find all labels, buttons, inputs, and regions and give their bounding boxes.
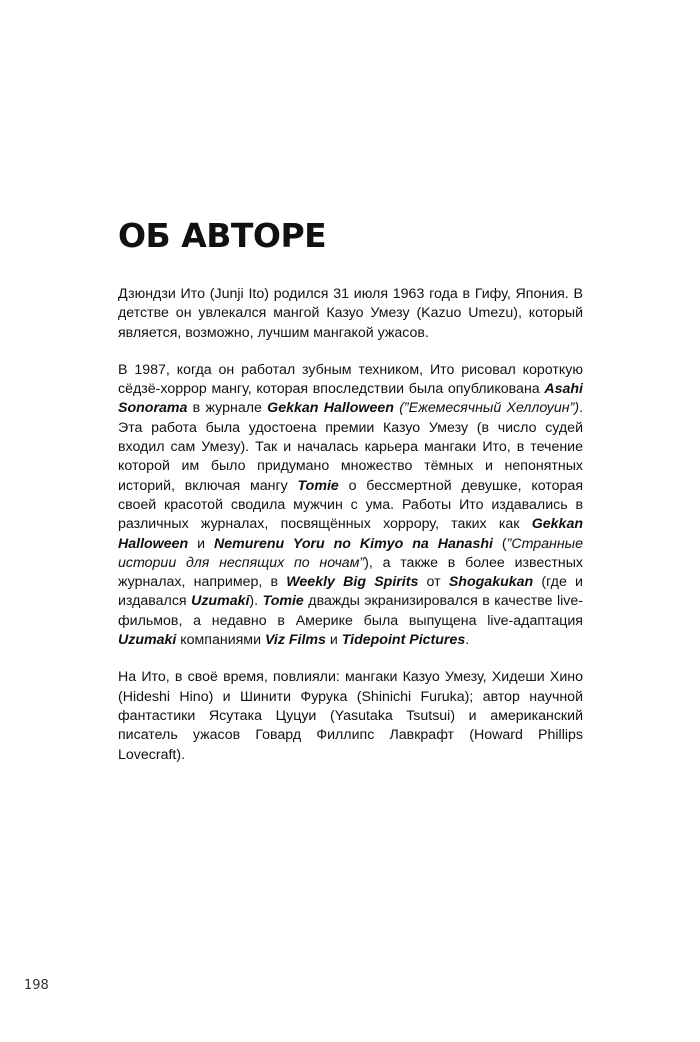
- manga-title: Tomie: [297, 477, 339, 494]
- paragraph-career: [118, 361, 583, 650]
- text-run: На Ито, в своё время, повлияли: мангаки Казуо Умезу, Хидеши Хино (Hideshi Hino) и Шинити Фурука (Shinichi Furuka); автор научной фантастики Ясутака Цуцуи (Yasutaka Tsutsui) и американский писатель ужасов Говард Филлипс Лавкрафт (Howard Phillips Lovecraft).: [118, 669, 583, 763]
- magazine-translation: ”Странные истории для неспящих по ночам”: [118, 535, 583, 571]
- magazine-name: Nemurenu Yoru no Kimyo na Hanashi: [214, 535, 493, 552]
- company-name: Tidepoint Pictures: [341, 632, 466, 649]
- text-run: и: [325, 632, 342, 649]
- company-name: Viz Films: [264, 632, 326, 649]
- text-run: В 1987, когда он работал зубным техником, Ито рисовал короткую сёдзё-хоррор мангу, которая впоследствии была опубликована: [118, 361, 583, 398]
- magazine-name: Weekly Big Spirits: [286, 574, 419, 591]
- paragraph-influences: [118, 668, 583, 764]
- text-run: . Эта работа была удостоена премии Казуо Умезу (в число судей входил сам Умезу). Так и началась карьера мангаки Ито, в течение которой им было придумано множество тёмных и непонятных историй, включая мангу: [118, 400, 584, 494]
- body-text: [118, 285, 583, 783]
- text-run: компаниями: [176, 632, 265, 649]
- magazine-name: Gekkan Halloween: [118, 516, 583, 552]
- text-run: и: [188, 535, 215, 552]
- manga-title: Uzumaki: [118, 632, 177, 649]
- text-run: ), а также в более известных журналах, например, в: [118, 554, 583, 591]
- text-run: от: [418, 574, 449, 591]
- publisher-name: Shogakukan: [448, 574, 534, 591]
- paragraph-birth: [118, 285, 583, 343]
- text-run: Дзюндзи Ито (Junji Ito) родился 31 июля 1963 года в Гифу, Япония. В детстве он увлекался мангой Казуо Умезу (Kazuo Umezu), который является, возможно, лучшим мангакой ужасов.: [118, 286, 583, 341]
- text-run: .: [465, 632, 470, 649]
- publisher-name: Asahi Sonorama: [118, 381, 583, 417]
- text-run: дважды экранизировался в качестве live-фильмов, а недавно в Америке была выпущена live-адаптация: [118, 593, 583, 629]
- text-run: ).: [249, 593, 263, 610]
- text-run: о бессмертной девушке, которая своей красотой сводила мужчин с ума. Работы Ито издавались в различных журналах, посвящённых хоррору, таких как: [118, 477, 584, 533]
- magazine-translation: (”Ежемесячный Хеллоуин”): [399, 400, 580, 417]
- page-title: ОБ АВТОРЕ: [118, 216, 327, 255]
- magazine-name: Gekkan Halloween: [267, 400, 394, 417]
- manga-title: Tomie: [262, 593, 304, 610]
- page-number: 198: [24, 978, 49, 993]
- text-run: (: [492, 535, 507, 552]
- text-run: в журнале: [187, 400, 268, 417]
- manga-title: Uzumaki: [191, 593, 250, 610]
- text-run: (где и издавался: [118, 574, 583, 610]
